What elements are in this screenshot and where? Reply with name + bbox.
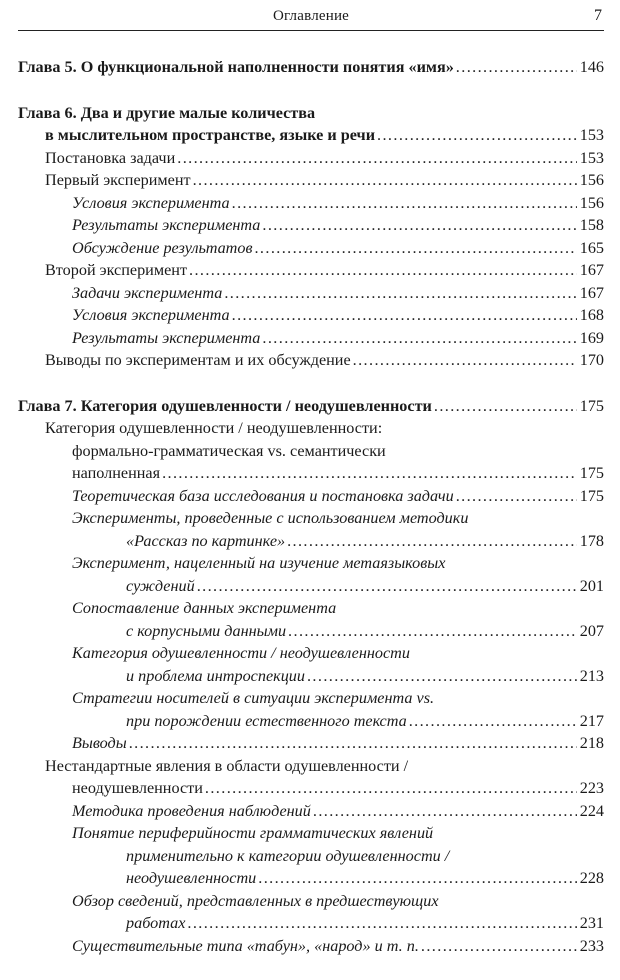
toc-page-number: 231 xyxy=(579,914,604,932)
table-of-contents xyxy=(18,56,604,957)
dot-leader xyxy=(456,485,577,508)
toc-entry-title: при порождении естественного текста xyxy=(126,711,407,730)
toc-section-entry[interactable] xyxy=(18,192,604,215)
toc-entry-title: неодушевленности xyxy=(72,779,203,797)
dot-leader xyxy=(177,147,576,170)
dot-leader xyxy=(409,710,577,733)
toc-page-number: 201 xyxy=(579,576,604,595)
toc-entry-title: Постановка задачи xyxy=(45,148,176,167)
toc-section-entry[interactable] xyxy=(18,935,604,958)
running-header xyxy=(18,6,604,31)
toc-entry-title: Результаты эксперимента xyxy=(72,328,261,347)
toc-section-entry[interactable] xyxy=(18,822,604,890)
toc-page-number: 146 xyxy=(579,58,604,76)
toc-entry-title: Глава 7. Категория одушевленности / неодушевленности xyxy=(18,396,432,415)
toc-entry-title: Понятие периферийности грамматических явлений xyxy=(72,824,434,842)
dot-leader xyxy=(205,777,577,800)
toc-entry-title: Выводы по экспериментам и их обсуждение xyxy=(45,351,351,369)
toc-chapter-entry[interactable] xyxy=(18,395,604,418)
toc-section-entry[interactable] xyxy=(18,417,604,485)
dot-leader xyxy=(353,349,577,372)
toc-entry-title: Обсуждение результатов xyxy=(72,238,253,257)
toc-chapter-entry[interactable] xyxy=(18,56,604,79)
toc-page-number: 167 xyxy=(579,261,604,279)
toc-page-number: 169 xyxy=(579,328,604,347)
dot-leader xyxy=(456,56,577,79)
toc-page-number: 217 xyxy=(579,711,604,730)
toc-page-number: 178 xyxy=(579,531,604,550)
toc-entry-title: Существительные типа «табун», «народ» и т. п. xyxy=(72,936,419,955)
toc-page-number: 158 xyxy=(579,216,604,234)
toc-entry-title: Глава 6. Два и другие малые количества xyxy=(18,103,316,122)
toc-page-number: 170 xyxy=(579,351,604,369)
toc-section-entry[interactable] xyxy=(18,485,604,508)
toc-entry-title: Первый эксперимент xyxy=(45,171,191,189)
toc-section-entry[interactable] xyxy=(18,237,604,260)
dot-leader xyxy=(129,732,577,755)
toc-page-number: 153 xyxy=(579,126,604,144)
toc-page-number: 207 xyxy=(579,621,604,640)
dot-leader xyxy=(421,935,577,958)
toc-section-entry[interactable] xyxy=(18,259,604,282)
toc-entry-title: Выводы xyxy=(72,734,127,752)
toc-section-entry[interactable] xyxy=(18,687,604,732)
toc-entry-title: формально-грамматическая vs. семантически xyxy=(72,441,386,460)
dot-leader xyxy=(288,620,577,643)
toc-section-entry[interactable] xyxy=(18,755,604,800)
toc-entry-title: Условия эксперимента xyxy=(72,193,230,212)
dot-leader xyxy=(232,192,577,215)
dot-leader xyxy=(377,124,577,147)
toc-page-number: 165 xyxy=(579,238,604,257)
chapter-gap xyxy=(18,372,604,395)
toc-section-entry[interactable] xyxy=(18,349,604,372)
toc-entry-title: Нестандартные явления в области одушевленности / xyxy=(45,756,409,775)
dot-leader xyxy=(224,282,576,305)
toc-entry-title: работах xyxy=(126,914,186,932)
toc-entry-title: Стратегии носителей в ситуации эксперимента vs. xyxy=(72,689,435,707)
toc-entry-title: «Рассказ по картинке» xyxy=(126,531,286,550)
toc-section-entry[interactable] xyxy=(18,169,604,192)
toc-section-entry[interactable] xyxy=(18,552,604,597)
toc-page-number: 213 xyxy=(579,666,604,685)
toc-page-number: 218 xyxy=(579,734,604,752)
toc-section-entry[interactable] xyxy=(18,327,604,350)
toc-page-number: 156 xyxy=(579,193,604,212)
toc-page-number: 167 xyxy=(579,283,604,302)
toc-section-entry[interactable] xyxy=(18,642,604,687)
dot-leader xyxy=(162,462,577,485)
toc-entry-title: Второй эксперимент xyxy=(45,261,188,279)
toc-entry-title: суждений xyxy=(126,576,195,595)
toc-page-number: 175 xyxy=(579,486,604,505)
dot-leader xyxy=(232,304,577,327)
toc-entry-title: Категория одушевленности / неодушевленности xyxy=(72,644,410,662)
dot-leader xyxy=(187,912,576,935)
toc-page-number: 224 xyxy=(579,801,604,820)
toc-entry-title: Теоретическая база исследования и постановка задачи xyxy=(72,486,454,505)
toc-entry-title: Эксперименты, проведенные с использованием методики xyxy=(72,509,469,527)
toc-entry-title: и проблема интроспекции xyxy=(126,666,305,685)
toc-entry-title: Категория одушевленности / неодушевленности: xyxy=(45,419,383,437)
dot-leader xyxy=(197,575,577,598)
toc-entry-title: Условия эксперимента xyxy=(72,306,230,324)
toc-page-number: 153 xyxy=(579,148,604,167)
toc-page-number: 228 xyxy=(579,869,604,887)
toc-chapter-entry[interactable] xyxy=(18,102,604,147)
dot-leader xyxy=(287,530,577,553)
toc-page-number: 156 xyxy=(579,171,604,189)
toc-section-entry[interactable] xyxy=(18,890,604,935)
toc-entry-title: Результаты эксперимента xyxy=(72,216,261,234)
toc-entry-title: Задачи эксперимента xyxy=(72,283,223,302)
toc-entry-title: неодушевленности xyxy=(126,869,257,887)
toc-page-number: 233 xyxy=(579,936,604,955)
toc-entry-title: наполненная xyxy=(72,464,161,482)
toc-section-entry[interactable] xyxy=(18,147,604,170)
dot-leader xyxy=(193,169,577,192)
toc-section-entry[interactable] xyxy=(18,597,604,642)
toc-entry-title: с корпусными данными xyxy=(126,621,287,640)
dot-leader xyxy=(307,665,577,688)
toc-entry-title: применительно к категории одушевленности / xyxy=(126,846,450,865)
toc-page-number: 175 xyxy=(579,464,604,482)
dot-leader xyxy=(258,867,576,890)
toc-page-number: 175 xyxy=(579,396,604,415)
toc-entry-title: Обзор сведений, представленных в предшествующих xyxy=(72,891,439,910)
dot-leader xyxy=(313,800,577,823)
toc-page-number: 168 xyxy=(579,306,604,324)
dot-leader xyxy=(189,259,577,282)
toc-page-number: 223 xyxy=(579,779,604,797)
dot-leader xyxy=(434,395,577,418)
toc-entry-title: Методика проведения наблюдений xyxy=(72,801,311,820)
dot-leader xyxy=(262,327,576,350)
toc-entry-title: Сопоставление данных эксперимента xyxy=(72,599,337,617)
running-header-title: Оглавление xyxy=(272,8,350,24)
toc-section-entry[interactable] xyxy=(18,507,604,552)
toc-section-entry[interactable] xyxy=(18,214,604,237)
toc-section-entry[interactable] xyxy=(18,800,604,823)
dot-leader xyxy=(254,237,576,260)
toc-section-entry[interactable] xyxy=(18,282,604,305)
toc-section-entry[interactable] xyxy=(18,732,604,755)
toc-section-entry[interactable] xyxy=(18,304,604,327)
dot-leader xyxy=(262,214,576,237)
toc-entry-title: в мыслительном пространстве, языке и речи xyxy=(45,126,376,144)
toc-entry-title: Эксперимент, нацеленный на изучение метаязыковых xyxy=(72,554,446,572)
toc-entry-title: Глава 5. О функциональной наполненности понятия «имя» xyxy=(18,58,454,76)
chapter-gap xyxy=(18,79,604,102)
page-number: 7 xyxy=(594,7,602,24)
